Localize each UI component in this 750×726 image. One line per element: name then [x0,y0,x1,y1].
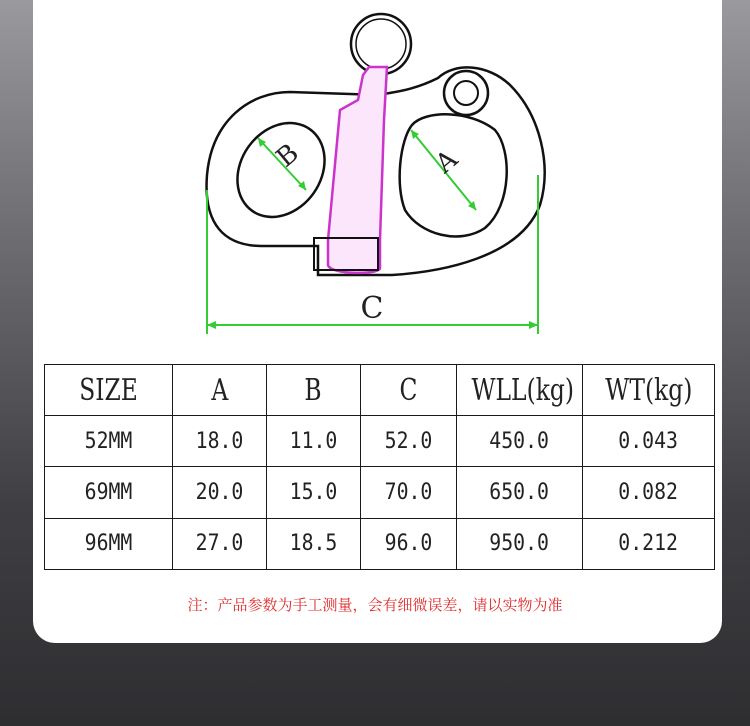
cell-a: 20.0 [173,467,267,518]
cell-wll: 950.0 [457,518,583,569]
cell-wll: 450.0 [457,416,583,467]
snap-shackle-diagram-icon [0,0,750,360]
cell-wt: 0.212 [583,518,715,569]
header-size: SIZE [45,365,173,416]
header-b: B [267,365,361,416]
cell-a: 18.0 [173,416,267,467]
label-b: B [270,138,305,174]
label-c: C [360,291,384,326]
header-wt: WT(kg) [583,365,715,416]
cell-b: 15.0 [267,467,361,518]
header-a: A [173,365,267,416]
table-row [45,518,715,569]
cell-b: 11.0 [267,416,361,467]
cell-b: 18.5 [267,518,361,569]
spec-table [44,364,715,570]
cell-c: 96.0 [361,518,457,569]
cell-wt: 0.043 [583,416,715,467]
cell-wll: 650.0 [457,467,583,518]
table-header-row [45,365,715,416]
label-a: A [430,144,464,180]
table-row [45,416,715,467]
measurement-note: 注：产品参数为手工测量，会有细微误差，请以实物为准 [187,596,563,614]
cell-a: 27.0 [173,518,267,569]
cell-wt: 0.082 [583,467,715,518]
header-c: C [361,365,457,416]
table-row [45,467,715,518]
cell-c: 70.0 [361,467,457,518]
cell-size: 96MM [45,518,173,569]
header-wll: WLL(kg) [457,365,583,416]
cell-c: 52.0 [361,416,457,467]
cell-size: 52MM [45,416,173,467]
cell-size: 69MM [45,467,173,518]
